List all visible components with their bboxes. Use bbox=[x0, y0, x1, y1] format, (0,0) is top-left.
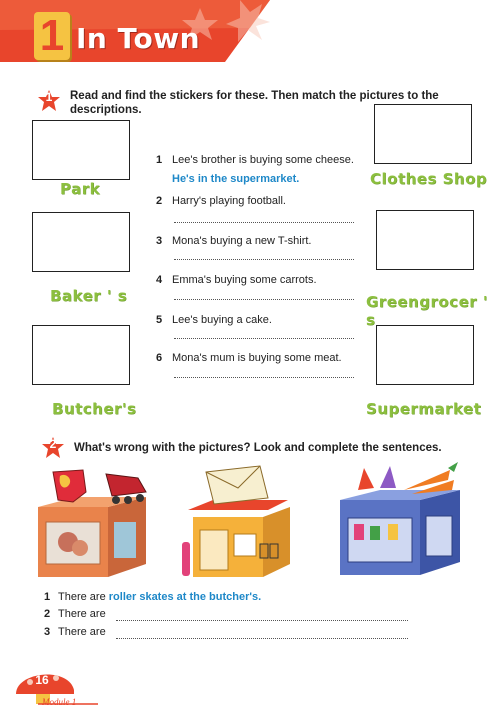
exercise-instruction: Read and find the stickers for these. Then match the pictures to the descriptions. bbox=[70, 90, 439, 116]
module-label: Module 1 bbox=[42, 697, 77, 707]
picture-box[interactable] bbox=[32, 120, 130, 180]
page-number: 16 bbox=[35, 673, 49, 687]
list-item: 3 Mona's buying a new T-shirt. bbox=[156, 235, 312, 247]
answer-line[interactable] bbox=[174, 377, 354, 378]
list-item: 1 Lee's brother is buying some cheese. bbox=[156, 154, 354, 166]
place-label: Baker ' s bbox=[50, 287, 128, 305]
sentence: 1 There are roller skates at the butcher's. bbox=[44, 591, 262, 603]
list-item: 5 Lee's buying a cake. bbox=[156, 314, 272, 326]
picture-box[interactable] bbox=[376, 210, 474, 270]
exercise-number: 1 bbox=[45, 90, 53, 104]
list-item: 2 Harry's playing football. bbox=[156, 195, 286, 207]
sentence: 3 There are bbox=[44, 626, 106, 638]
answer-line[interactable] bbox=[174, 259, 354, 260]
answer-line[interactable] bbox=[116, 638, 408, 639]
picture-box[interactable] bbox=[376, 325, 474, 385]
picture-box[interactable] bbox=[374, 104, 472, 164]
picture-box[interactable] bbox=[32, 212, 130, 272]
page-title: In Town bbox=[76, 22, 201, 55]
place-label: Park bbox=[60, 180, 101, 198]
place-label: Supermarket bbox=[366, 400, 482, 418]
answer-line[interactable] bbox=[116, 620, 408, 621]
bakers-shop-illustration bbox=[178, 462, 308, 580]
answer-line[interactable] bbox=[174, 222, 354, 223]
butchers-shop-illustration bbox=[28, 462, 158, 580]
place-label: Greengrocer ' s bbox=[366, 293, 488, 329]
sentence: 2 There are bbox=[44, 608, 106, 620]
list-item: 4 Emma's buying some carrots. bbox=[156, 274, 317, 286]
unit-number: 1 bbox=[34, 12, 70, 60]
place-label: Clothes Shop bbox=[370, 170, 488, 188]
sample-answer: roller skates at the butcher's. bbox=[108, 591, 262, 603]
place-label: Butcher's bbox=[52, 400, 137, 418]
exercise-number: 2 bbox=[49, 437, 57, 451]
list-item: 6 Mona's mum is buying some meat. bbox=[156, 352, 342, 364]
answer-line[interactable] bbox=[174, 338, 354, 339]
answer-line[interactable] bbox=[174, 299, 354, 300]
picture-box[interactable] bbox=[32, 325, 130, 385]
sample-answer: He's in the supermarket. bbox=[172, 173, 300, 185]
unit-banner bbox=[0, 0, 500, 62]
exercise-instruction: What's wrong with the pictures? Look and complete the sentences. bbox=[74, 442, 442, 454]
greengrocers-shop-illustration bbox=[330, 460, 470, 580]
